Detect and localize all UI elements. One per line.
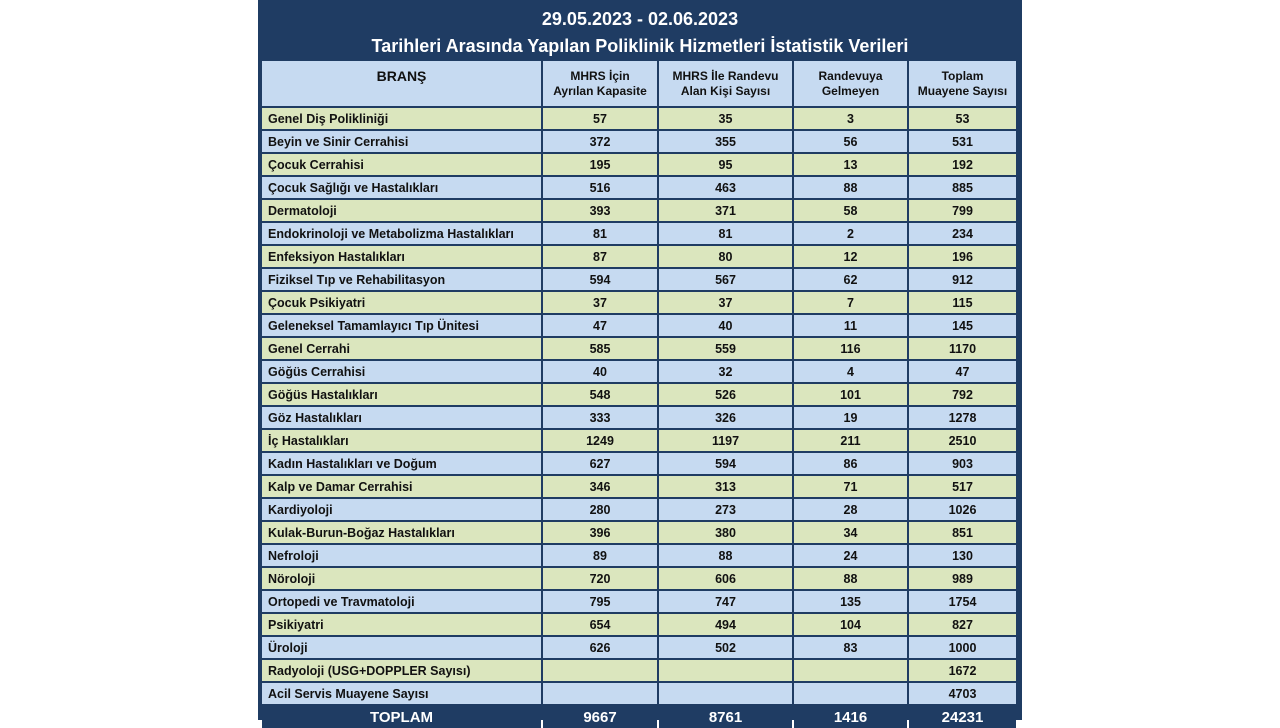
table-row xyxy=(262,614,1016,637)
row-total: 912 xyxy=(909,269,1016,292)
table-row xyxy=(262,292,1016,315)
row-no-show: 13 xyxy=(794,154,907,177)
table-row xyxy=(262,223,1016,246)
row-total: 989 xyxy=(909,568,1016,591)
totals-capacity: 9667 xyxy=(543,706,657,728)
header-total xyxy=(909,61,1016,108)
table-row xyxy=(262,545,1016,568)
row-appointments: 463 xyxy=(659,177,792,200)
row-appointments: 559 xyxy=(659,338,792,361)
row-no-show: 135 xyxy=(794,591,907,614)
table-row xyxy=(262,269,1016,292)
row-no-show: 7 xyxy=(794,292,907,315)
row-branch: Ortopedi ve Travmatoloji xyxy=(262,591,541,614)
row-appointments: 526 xyxy=(659,384,792,407)
row-no-show: 88 xyxy=(794,177,907,200)
row-branch: Enfeksiyon Hastalıkları xyxy=(262,246,541,269)
row-capacity: 89 xyxy=(543,545,657,568)
row-capacity: 654 xyxy=(543,614,657,637)
row-no-show: 3 xyxy=(794,108,907,131)
header-capacity-line1: MHRS İçin xyxy=(570,68,630,83)
row-branch: Çocuk Psikiyatri xyxy=(262,292,541,315)
row-appointments: 35 xyxy=(659,108,792,131)
header-appointments-line1: MHRS İle Randevu xyxy=(672,68,779,83)
row-appointments: 81 xyxy=(659,223,792,246)
row-capacity: 81 xyxy=(543,223,657,246)
row-no-show: 211 xyxy=(794,430,907,453)
table-row xyxy=(262,200,1016,223)
row-branch: Psikiyatri xyxy=(262,614,541,637)
table-row xyxy=(262,154,1016,177)
row-branch: Kalp ve Damar Cerrahisi xyxy=(262,476,541,499)
row-total: 1672 xyxy=(909,660,1016,683)
row-capacity: 626 xyxy=(543,637,657,660)
header-branch: BRANŞ xyxy=(262,61,541,108)
row-branch: Kulak-Burun-Boğaz Hastalıkları xyxy=(262,522,541,545)
table-body xyxy=(262,108,1016,706)
row-branch: Nöroloji xyxy=(262,568,541,591)
row-no-show: 86 xyxy=(794,453,907,476)
row-no-show: 58 xyxy=(794,200,907,223)
row-appointments: 95 xyxy=(659,154,792,177)
row-capacity: 720 xyxy=(543,568,657,591)
table-row xyxy=(262,522,1016,545)
row-appointments: 380 xyxy=(659,522,792,545)
header-appointments xyxy=(659,61,792,108)
row-capacity: 280 xyxy=(543,499,657,522)
row-appointments: 494 xyxy=(659,614,792,637)
row-total: 851 xyxy=(909,522,1016,545)
row-branch: İç Hastalıkları xyxy=(262,430,541,453)
row-capacity: 548 xyxy=(543,384,657,407)
row-branch: Çocuk Sağlığı ve Hastalıkları xyxy=(262,177,541,200)
row-capacity: 516 xyxy=(543,177,657,200)
row-appointments: 80 xyxy=(659,246,792,269)
row-branch: Genel Diş Polikliniği xyxy=(262,108,541,131)
header-capacity xyxy=(543,61,657,108)
row-total: 130 xyxy=(909,545,1016,568)
row-branch: Göğüs Hastalıkları xyxy=(262,384,541,407)
row-no-show: 88 xyxy=(794,568,907,591)
row-total: 799 xyxy=(909,200,1016,223)
totals-no-show: 1416 xyxy=(794,706,907,728)
row-no-show: 2 xyxy=(794,223,907,246)
row-total: 885 xyxy=(909,177,1016,200)
row-no-show: 11 xyxy=(794,315,907,338)
table-row xyxy=(262,637,1016,660)
table-row xyxy=(262,430,1016,453)
table-row xyxy=(262,338,1016,361)
table-row xyxy=(262,476,1016,499)
row-branch: Geleneksel Tamamlayıcı Tıp Ünitesi xyxy=(262,315,541,338)
row-total: 827 xyxy=(909,614,1016,637)
table-row xyxy=(262,108,1016,131)
row-no-show: 12 xyxy=(794,246,907,269)
header-total-line2: Muayene Sayısı xyxy=(917,83,1008,98)
row-no-show: 19 xyxy=(794,407,907,430)
row-capacity: 396 xyxy=(543,522,657,545)
row-capacity: 87 xyxy=(543,246,657,269)
row-total: 2510 xyxy=(909,430,1016,453)
row-appointments: 273 xyxy=(659,499,792,522)
row-no-show: 62 xyxy=(794,269,907,292)
row-branch: Fiziksel Tıp ve Rehabilitasyon xyxy=(262,269,541,292)
row-appointments: 747 xyxy=(659,591,792,614)
row-no-show: 71 xyxy=(794,476,907,499)
row-capacity: 795 xyxy=(543,591,657,614)
row-appointments: 355 xyxy=(659,131,792,154)
row-appointments xyxy=(659,660,792,683)
row-branch: Nefroloji xyxy=(262,545,541,568)
row-total: 903 xyxy=(909,453,1016,476)
row-total: 792 xyxy=(909,384,1016,407)
row-branch: Göğüs Cerrahisi xyxy=(262,361,541,384)
statistics-table xyxy=(260,61,1018,728)
row-appointments: 37 xyxy=(659,292,792,315)
row-total: 4703 xyxy=(909,683,1016,706)
row-capacity: 195 xyxy=(543,154,657,177)
row-total: 1170 xyxy=(909,338,1016,361)
row-no-show xyxy=(794,683,907,706)
row-capacity: 346 xyxy=(543,476,657,499)
table-row xyxy=(262,177,1016,200)
row-total: 531 xyxy=(909,131,1016,154)
statistics-panel xyxy=(258,0,1022,726)
header-no-show xyxy=(794,61,907,108)
header-total-line1: Toplam xyxy=(941,68,984,83)
table-row xyxy=(262,315,1016,338)
row-capacity: 1249 xyxy=(543,430,657,453)
row-appointments xyxy=(659,683,792,706)
table-row xyxy=(262,453,1016,476)
header-appointments-line2: Alan Kişi Sayısı xyxy=(680,83,771,98)
row-capacity: 627 xyxy=(543,453,657,476)
table-row xyxy=(262,384,1016,407)
row-capacity xyxy=(543,660,657,683)
row-total: 192 xyxy=(909,154,1016,177)
row-capacity: 40 xyxy=(543,361,657,384)
row-branch: Çocuk Cerrahisi xyxy=(262,154,541,177)
row-branch: Göz Hastalıkları xyxy=(262,407,541,430)
row-no-show: 101 xyxy=(794,384,907,407)
row-branch: Kadın Hastalıkları ve Doğum xyxy=(262,453,541,476)
row-appointments: 567 xyxy=(659,269,792,292)
row-capacity: 372 xyxy=(543,131,657,154)
row-capacity: 585 xyxy=(543,338,657,361)
row-total: 1000 xyxy=(909,637,1016,660)
row-no-show: 24 xyxy=(794,545,907,568)
header-no-show-line1: Randevuya xyxy=(818,68,883,83)
row-no-show: 116 xyxy=(794,338,907,361)
table-row xyxy=(262,660,1016,683)
header-row xyxy=(262,61,1016,108)
row-total: 115 xyxy=(909,292,1016,315)
row-capacity xyxy=(543,683,657,706)
row-branch: Üroloji xyxy=(262,637,541,660)
row-capacity: 57 xyxy=(543,108,657,131)
row-appointments: 32 xyxy=(659,361,792,384)
row-branch: Dermatoloji xyxy=(262,200,541,223)
row-branch: Beyin ve Sinir Cerrahisi xyxy=(262,131,541,154)
table-row xyxy=(262,568,1016,591)
header-no-show-line2: Gelmeyen xyxy=(821,83,880,98)
row-branch: Acil Servis Muayene Sayısı xyxy=(262,683,541,706)
row-appointments: 88 xyxy=(659,545,792,568)
row-appointments: 313 xyxy=(659,476,792,499)
row-branch: Genel Cerrahi xyxy=(262,338,541,361)
totals-label: TOPLAM xyxy=(262,706,541,728)
header-capacity-line2: Ayrılan Kapasite xyxy=(553,83,647,98)
row-total: 234 xyxy=(909,223,1016,246)
row-capacity: 37 xyxy=(543,292,657,315)
row-branch: Radyoloji (USG+DOPPLER Sayısı) xyxy=(262,660,541,683)
row-capacity: 47 xyxy=(543,315,657,338)
report-title: Tarihleri Arasında Yapılan Poliklinik Hizmetleri İstatistik Verileri xyxy=(371,36,909,56)
row-no-show: 104 xyxy=(794,614,907,637)
row-appointments: 502 xyxy=(659,637,792,660)
table-row xyxy=(262,361,1016,384)
row-total: 145 xyxy=(909,315,1016,338)
row-total: 47 xyxy=(909,361,1016,384)
row-total: 1754 xyxy=(909,591,1016,614)
row-no-show: 4 xyxy=(794,361,907,384)
totals-appointments: 8761 xyxy=(659,706,792,728)
row-no-show: 56 xyxy=(794,131,907,154)
row-appointments: 1197 xyxy=(659,430,792,453)
row-total: 53 xyxy=(909,108,1016,131)
row-total: 1278 xyxy=(909,407,1016,430)
row-capacity: 333 xyxy=(543,407,657,430)
row-capacity: 594 xyxy=(543,269,657,292)
table-row xyxy=(262,407,1016,430)
table-row xyxy=(262,246,1016,269)
table-row xyxy=(262,131,1016,154)
row-total: 517 xyxy=(909,476,1016,499)
row-branch: Endokrinoloji ve Metabolizma Hastalıkları xyxy=(262,223,541,246)
row-no-show xyxy=(794,660,907,683)
row-appointments: 326 xyxy=(659,407,792,430)
row-no-show: 28 xyxy=(794,499,907,522)
totals-total: 24231 xyxy=(909,706,1016,728)
row-appointments: 594 xyxy=(659,453,792,476)
totals-row xyxy=(262,706,1016,728)
row-branch: Kardiyoloji xyxy=(262,499,541,522)
table-row xyxy=(262,499,1016,522)
row-total: 196 xyxy=(909,246,1016,269)
row-appointments: 371 xyxy=(659,200,792,223)
row-total: 1026 xyxy=(909,499,1016,522)
table-row xyxy=(262,683,1016,706)
row-capacity: 393 xyxy=(543,200,657,223)
table-row xyxy=(262,591,1016,614)
row-appointments: 40 xyxy=(659,315,792,338)
row-appointments: 606 xyxy=(659,568,792,591)
row-no-show: 83 xyxy=(794,637,907,660)
row-no-show: 34 xyxy=(794,522,907,545)
date-range-title: 29.05.2023 - 02.06.2023 xyxy=(541,9,739,29)
